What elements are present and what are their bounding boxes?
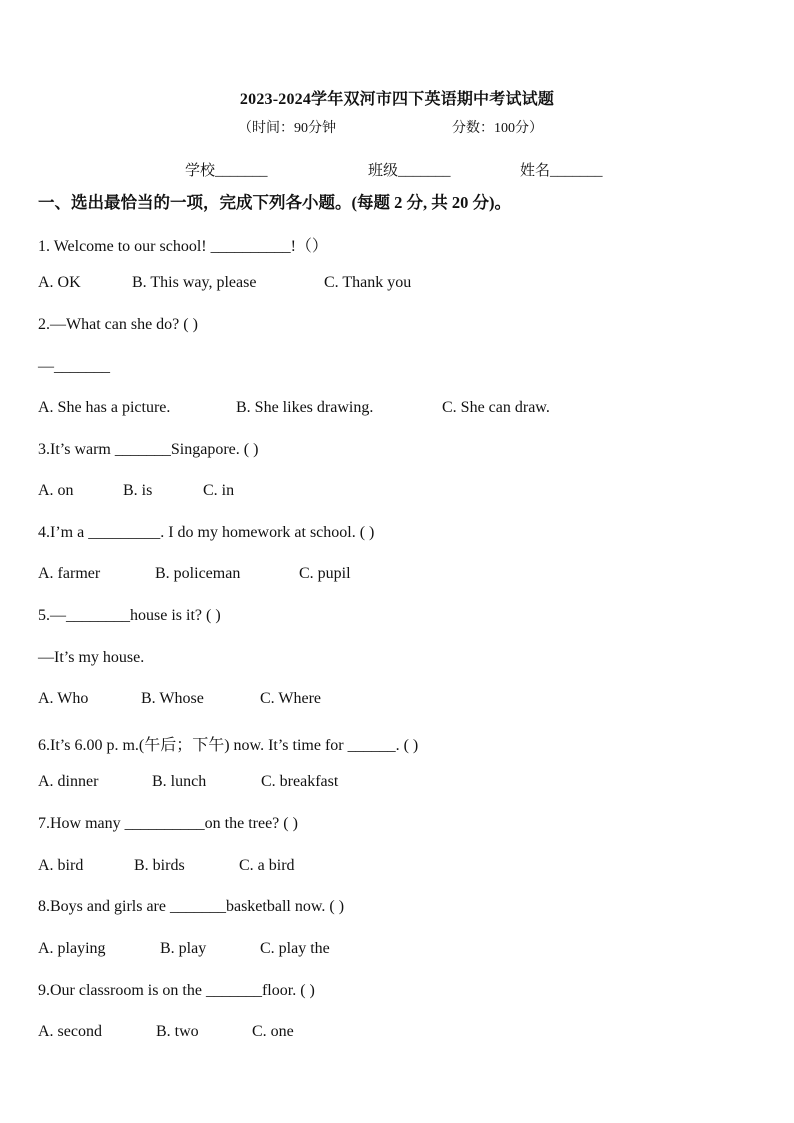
option-a[interactable]: A. She has a picture. <box>38 399 171 416</box>
exam-score: 分数：100分） <box>452 121 543 136</box>
option-a[interactable]: A. farmer <box>38 565 101 582</box>
question-stem: 9.Our classroom is on the _______floor. ( ) <box>38 982 315 999</box>
answer-line: —_______ <box>38 358 110 375</box>
name-field: 姓名_______ <box>520 163 603 179</box>
page-title: 2023-2024学年双河市四下英语期中考试试题 <box>239 91 555 108</box>
option-a[interactable]: A. on <box>38 482 74 499</box>
question-stem: 3.It’s warm _______Singapore. ( ) <box>38 441 259 458</box>
option-a[interactable]: A. second <box>38 1023 102 1040</box>
option-c[interactable]: C. breakfast <box>261 773 339 790</box>
option-a[interactable]: A. Who <box>38 690 89 707</box>
question-stem: 5.—________house is it? ( ) <box>38 607 221 624</box>
question-stem: 4.I’m a _________. I do my homework at school. ( ) <box>38 524 375 541</box>
option-c[interactable]: C. a bird <box>239 857 295 874</box>
option-c[interactable]: C. play the <box>260 940 330 957</box>
option-b[interactable]: B. lunch <box>152 773 207 790</box>
option-b[interactable]: B. birds <box>134 857 185 874</box>
school-field: 学校_______ <box>185 163 268 179</box>
question-stem: 6.It’s 6.00 p. m.(午后；下午) now. It’s time for ______. ( ) <box>38 737 419 754</box>
option-a[interactable]: A. playing <box>38 940 106 957</box>
question-stem: 1. Welcome to our school! __________!（） <box>38 238 328 255</box>
answer-line: —It’s my house. <box>38 649 145 666</box>
option-b[interactable]: B. play <box>160 940 207 957</box>
section-heading: 一、选出最恰当的一项，完成下列各小题。(每题 2 分, 共 20 分)。 <box>38 193 511 212</box>
option-c[interactable]: C. Where <box>260 690 322 707</box>
option-c[interactable]: C. one <box>252 1023 294 1040</box>
option-c[interactable]: C. She can draw. <box>442 399 550 416</box>
question-stem: 7.How many __________on the tree? ( ) <box>38 815 298 832</box>
option-c[interactable]: C. pupil <box>299 565 351 582</box>
option-b[interactable]: B. two <box>156 1023 199 1040</box>
question-stem: 2.—What can she do? ( ) <box>38 316 198 333</box>
option-c[interactable]: C. in <box>203 482 235 499</box>
option-a[interactable]: A. bird <box>38 857 84 874</box>
exam-time: （时间：90分钟 <box>238 121 336 136</box>
option-a[interactable]: A. OK <box>38 274 81 291</box>
option-b[interactable]: B. This way, please <box>132 274 257 291</box>
option-b[interactable]: B. Whose <box>141 690 204 707</box>
question-stem: 8.Boys and girls are _______basketball now. ( ) <box>38 898 345 915</box>
option-c[interactable]: C. Thank you <box>324 274 412 291</box>
option-a[interactable]: A. dinner <box>38 773 99 790</box>
option-b[interactable]: B. policeman <box>155 565 241 582</box>
option-b[interactable]: B. She likes drawing. <box>236 399 374 416</box>
class-field: 班级_______ <box>368 163 451 179</box>
option-b[interactable]: B. is <box>123 482 153 499</box>
